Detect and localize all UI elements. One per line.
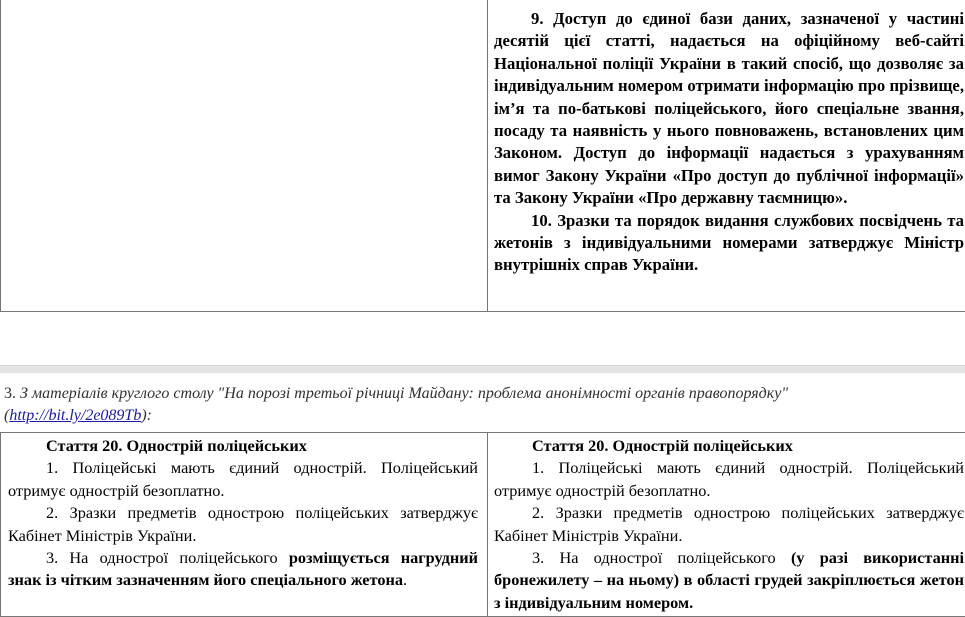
right-p2: 2. Зразки предметів однострою поліцейських затверджує Кабінет Міністрів України. [494, 503, 964, 545]
right-p3-bold: (у разі використанні бронежилету – на ньому) в області грудей закріплюється жетон з індивідуальним номером. [494, 548, 964, 612]
top-table-right-cell [487, 0, 488, 311]
paragraph-10: 10. Зразки та порядок видання службових посвідчень та жетонів з індивідуальними номерами затверджує Міністр внутрішніх справ України. [494, 210, 964, 275]
left-p3 [8, 547, 478, 592]
left-p2: 2. Зразки предметів однострою поліцейських затверджує Кабінет Міністрів України. [8, 503, 478, 545]
right-p1: 1. Поліцейські мають єдиний однострій. Поліцейський отримує однострій безоплатно. [494, 458, 964, 500]
left-p3-bold: розміщується нагрудний знак із чітким зазначенням його спеціального жетона [8, 548, 478, 590]
right-heading: Стаття 20. Однострій поліцейських [532, 436, 793, 455]
caption-open-paren: ( [4, 407, 10, 424]
caption-close: ): [141, 407, 152, 424]
source-link[interactable]: http://bit.ly/2e089Tb [9, 407, 142, 424]
left-p3-start: 3. На однострої поліцейського [46, 548, 289, 568]
left-p3-end: . [402, 570, 408, 590]
right-p3-start: 3. На однострої поліцейського [532, 548, 791, 568]
caption-text: З матеріалів круглого столу "На порозі третьої річниці Майдану: проблема анонімності органів правопорядку" [20, 385, 789, 402]
bottom-table-right-cell [487, 433, 488, 616]
right-column [494, 435, 964, 614]
source-caption [4, 383, 954, 427]
paragraph-9: 9. Доступ до єдиної бази даних, зазначеної у частині десятій цієї статті, надається на офіційному веб-сайті Національної поліції України в такий спосіб, що дозволяє за індивідуальним номером отримати інформацію про прізвище, ім’я та по-батькові поліцейського, його спеціальне звання, посаду та наявність у нього повноважень, встановлених цим Законом. Доступ до інформації надається з урахуванням вимог Закону України «Про доступ до публічної інформації» та Закону України «Про державну таємницю». [494, 9, 964, 208]
left-column [8, 435, 478, 592]
caption-number: 3. [4, 385, 16, 402]
right-p3 [494, 547, 964, 614]
section-divider [0, 365, 965, 373]
left-p1: 1. Поліцейські мають єдиний однострій. Поліцейський отримує однострій безоплатно. [8, 458, 478, 500]
top-right-cell-text [494, 8, 964, 277]
left-heading: Стаття 20. Однострій поліцейських [46, 436, 307, 455]
